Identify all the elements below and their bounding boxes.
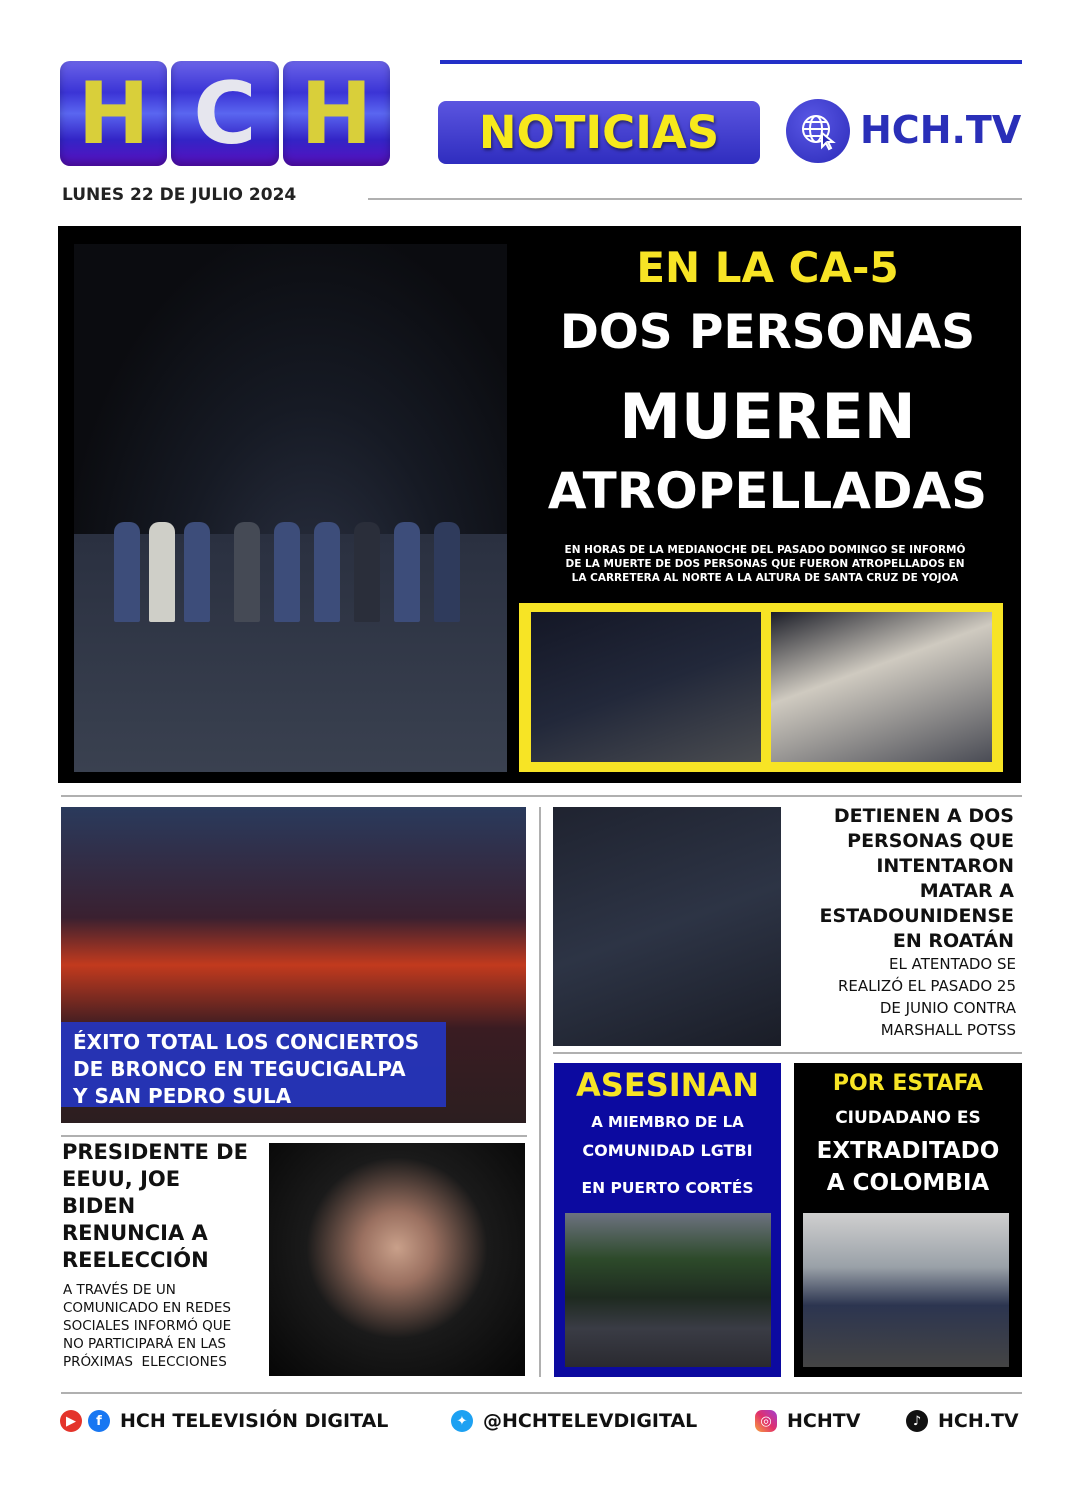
social-label: HCHTV [787, 1410, 861, 1432]
summary-line: MARSHALL POTSS [880, 1021, 1016, 1039]
caption-line: Y SAN PEDRO SULA [73, 1084, 292, 1108]
concert-caption [73, 1029, 463, 1110]
column-divider [539, 807, 541, 1377]
scene-photo-1 [531, 612, 761, 762]
police-escort-photo [803, 1213, 1009, 1367]
main-headline-line: ATROPELLADAS [547, 462, 988, 520]
lgtbi-line: A MIEMBRO DE LA [591, 1113, 744, 1131]
headline-line: EEUU, JOE [62, 1167, 181, 1191]
lgtbi-line: EN PUERTO CORTÉS [581, 1179, 754, 1197]
crime-scene-photo [565, 1213, 771, 1367]
summary-line: EN HORAS DE LA MEDIANOCHE DEL PASADO DOMINGO SE INFORMÓ [564, 544, 966, 556]
header-rule [440, 60, 1022, 64]
divider [61, 795, 1022, 797]
biden-photo [269, 1143, 525, 1376]
globe-cursor-icon [786, 99, 850, 163]
edition-date: LUNES 22 DE JULIO 2024 [62, 185, 297, 205]
summary-line: COMUNICADO EN REDES [63, 1300, 231, 1316]
extradition-kicker: POR ESTAFA [832, 1071, 984, 1096]
headline-line: RENUNCIA A [62, 1221, 208, 1245]
social-twitter[interactable] [451, 1410, 697, 1432]
logo-letter: C [171, 61, 278, 166]
headline-line: EN ROATÁN [892, 930, 1014, 952]
social-label: @HCHTELEVDIGITAL [483, 1410, 698, 1432]
divider [61, 1135, 527, 1137]
tiktok-icon: ♪ [906, 1410, 928, 1432]
twitter-icon: ✦ [451, 1410, 473, 1432]
social-tiktok[interactable] [906, 1410, 1019, 1432]
divider [61, 1392, 1022, 1394]
divider [553, 1052, 1022, 1054]
caption-line: ÉXITO TOTAL LOS CONCIERTOS [73, 1030, 420, 1054]
headline-line: BIDEN [62, 1194, 136, 1218]
summary-line: PRÓXIMAS ELECCIONES [63, 1354, 227, 1370]
main-headline-line: MUEREN [619, 380, 916, 453]
social-label: HCH.TV [938, 1410, 1019, 1432]
social-label: HCH TELEVISIÓN DIGITAL [120, 1410, 389, 1432]
biden-headline [62, 1139, 262, 1274]
headline-line: MATAR A [919, 880, 1014, 902]
summary-line: LA CARRETERA AL NORTE A LA ALTURA DE SANTA CRUZ DE YOJOA [571, 572, 959, 584]
summary-line: A TRAVÉS DE UN [63, 1282, 176, 1298]
main-summary [530, 543, 1000, 585]
headline-line: INTENTARON [876, 855, 1014, 877]
summary-line: SOCIALES INFORMÓ QUE [63, 1318, 232, 1334]
summary-line: DE LA MUERTE DE DOS PERSONAS QUE FUERON ATROPELLADOS EN [565, 558, 965, 570]
extradition-line: CIUDADANO ES [835, 1108, 981, 1128]
extradition-line: A COLOMBIA [826, 1170, 990, 1196]
headline-line: ESTADOUNIDENSE [819, 905, 1014, 927]
main-kicker: EN LA CA-5 [636, 243, 899, 292]
lgtbi-kicker: ASESINAN [576, 1066, 759, 1104]
facebook-icon: f [88, 1410, 110, 1432]
headline-line: DETIENEN A DOS [833, 805, 1014, 827]
logo-letter: H [60, 61, 167, 166]
instagram-icon: ◎ [755, 1410, 777, 1432]
social-facebook-youtube[interactable] [60, 1410, 388, 1432]
biden-summary [63, 1281, 263, 1371]
youtube-icon: ▶ [60, 1410, 82, 1432]
roatan-headline [790, 804, 1014, 954]
main-headline-line: DOS PERSONAS [559, 305, 976, 360]
social-instagram[interactable] [755, 1410, 860, 1432]
car-bullet-holes-photo [553, 807, 781, 1046]
hch-logo [60, 61, 390, 166]
headline-line: REELECCIÓN [62, 1248, 209, 1272]
summary-line: DE JUNIO CONTRA [879, 999, 1016, 1017]
website-link[interactable]: HCH.TV [860, 108, 1022, 152]
logo-letter: H [283, 61, 390, 166]
headline-line: PRESIDENTE DE [62, 1140, 248, 1164]
scene-photo-2 [771, 612, 992, 762]
extradition-line: EXTRADITADO [816, 1138, 1000, 1164]
caption-line: DE BRONCO EN TEGUCIGALPA [73, 1057, 406, 1081]
divider [368, 198, 1022, 200]
headline-line: PERSONAS QUE [847, 830, 1014, 852]
roatan-summary [790, 953, 1016, 1041]
lgtbi-line: COMUNIDAD LGTBI [582, 1141, 753, 1160]
summary-line: REALIZÓ EL PASADO 25 [837, 977, 1016, 995]
summary-line: NO PARTICIPARÁ EN LAS [63, 1336, 226, 1352]
section-badge: NOTICIAS [438, 101, 760, 164]
main-story-photo [74, 244, 507, 772]
summary-line: EL ATENTADO SE [889, 955, 1016, 973]
